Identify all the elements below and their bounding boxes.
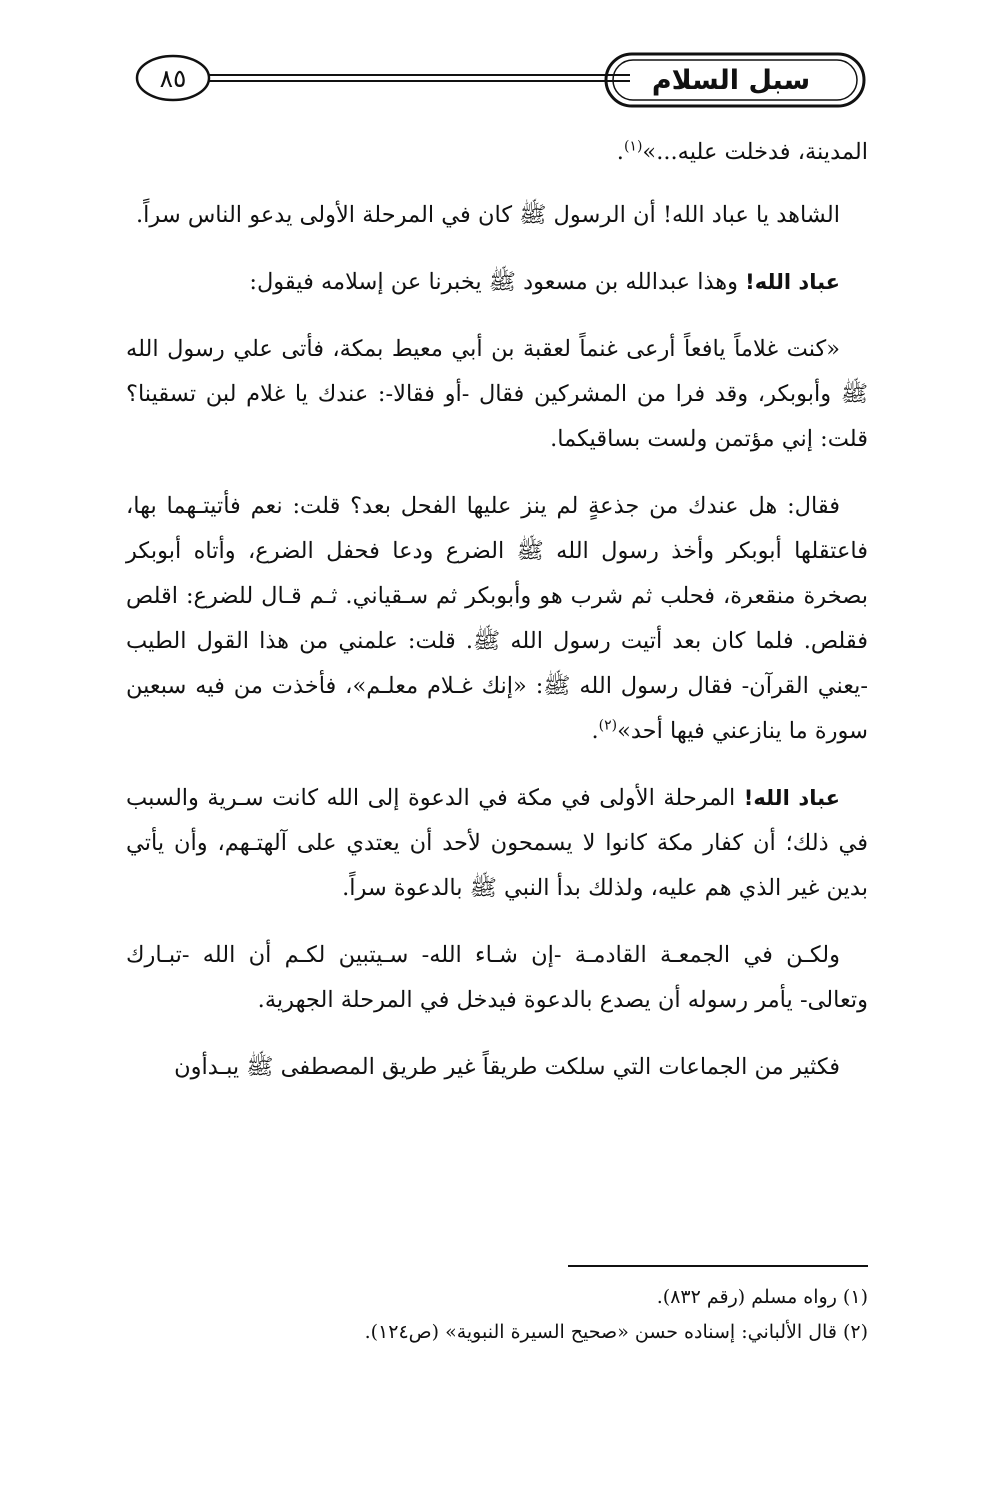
paragraph-1-end: .	[616, 139, 624, 165]
paragraph-5-text: فقال: هل عندك من جذعةٍ لم ينز عليها الفحل بعد؟ قلت: نعم فأتيتـهما بها، فاعتقلها أبوبكر وأخذ رسول الله ﷺ الضرع ودعا فحفل الضرع، وأتاه أبوبكر بصخرة منقعرة، فحلب ثم شرب هو وأبوبكر ثم سـقياني. ثـم قـال للضرع: اقلص فقلص. فلما كان بعد أتيت رسول الله ﷺ. قلت: علمني من هذا القول الطيب -يعني القرآن- فقال رسول الله ﷺ: «إنك غـلام معلـم»، فأخذت من فيه سبعين سورة ما ينازعني فيها أحد»	[126, 493, 868, 744]
paragraph-2: الشاهد يا عباد الله! أن الرسول ﷺ كان في المرحلة الأولى يدعو الناس سراً.	[136, 202, 840, 228]
footnotes	[126, 1280, 868, 1350]
footnote-ref-1: (١)	[623, 138, 643, 155]
footnote-2: (٢) قال الألباني: إسناده حسن «صحيح السيرة النبوية» (ص١٢٤).	[364, 1321, 868, 1343]
paragraph-5	[126, 484, 868, 754]
header-title: سبل السلام	[651, 64, 811, 96]
paragraph-4: «كنت غلاماً يافعاً أرعى غنماً لعقبة بن أبي معيط بمكة، فأتى علي رسول الله ﷺ وأبوبكر، وقد فرا من المشركين فقال -أو فقالا-: عندك يا غلام لبن تسقينا؟ قلت: إني مؤتمن ولست بساقيكما.	[126, 336, 868, 452]
page-header	[130, 48, 868, 112]
paragraph-6-lead: عباد الله!	[743, 786, 840, 810]
page-body	[126, 130, 868, 1112]
footnote-ref-2: (٢)	[598, 717, 618, 734]
page-number: ٨٥	[159, 63, 187, 93]
paragraph-1	[126, 130, 868, 175]
paragraph-5-end: .	[591, 718, 599, 744]
footnote-1: (١) رواه مسلم (رقم ٨٣٢).	[656, 1286, 868, 1308]
footnote-divider	[568, 1265, 868, 1267]
paragraph-1-text: المدينة، فدخلت عليه...»	[642, 139, 868, 165]
paragraph-6	[126, 776, 868, 911]
paragraph-7: ولكـن في الجمعـة القادمـة -إن شـاء الله- سـيتبين لكـم أن الله -تبـارك وتعالى- يأمر رسوله أن يصدع بالدعوة فيدخل في المرحلة الجهرية.	[126, 942, 868, 1013]
paragraph-3-text: وهذا عبدالله بن مسعود ﷺ يخبرنا عن إسلامه فيقول:	[249, 269, 746, 295]
paragraph-8: فكثير من الجماعات التي سلكت طريقاً غير طريق المصطفى ﷺ يبـدأون	[174, 1054, 840, 1080]
paragraph-3-lead: عباد الله!	[745, 270, 840, 294]
paragraph-3	[126, 260, 868, 305]
paragraph-6-text: المرحلة الأولى في مكة في الدعوة إلى الله كانت سـرية والسبب في ذلك؛ أن كفار مكة كانوا لا يسمحون لأحد أن يعتدي على آلهتـهم، وأن يأتي بدين غير الذي هم عليه، ولذلك بدأ النبي ﷺ بالدعوة سراً.	[126, 785, 868, 901]
